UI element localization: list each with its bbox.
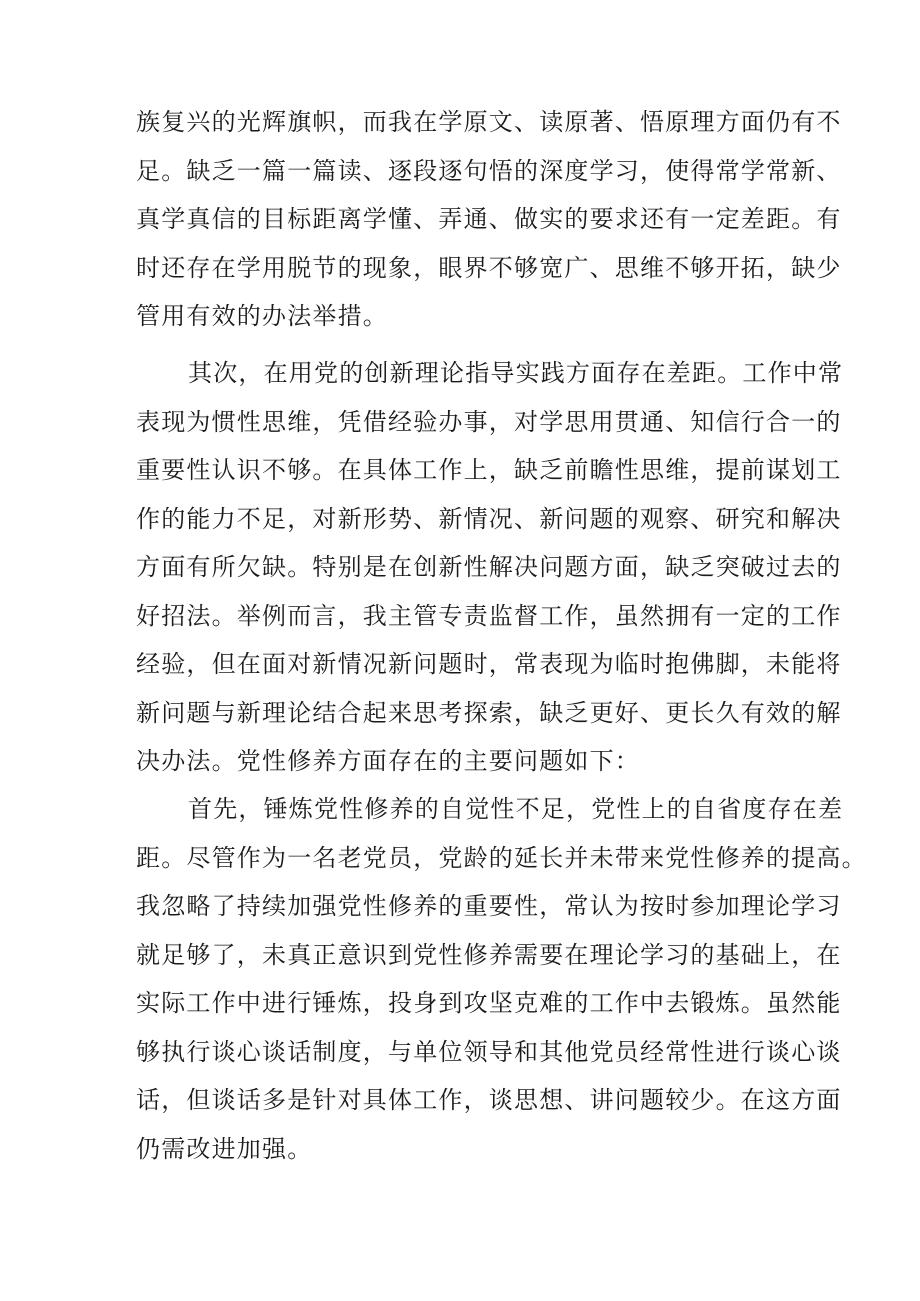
paragraph-study-shortcomings: [136, 98, 842, 341]
paragraph-practice-gap: [136, 349, 844, 786]
text-line: 新问题与新理论结合起来思考探索，缺乏更好、更长久有效的解: [136, 698, 842, 727]
text-line: 话，但谈话多是针对具体工作，谈思想、讲问题较少。在这方面: [136, 1086, 842, 1114]
text-line: 经验，但在面对新情况新问题时，常表现为临时抱佛脚，未能将: [136, 650, 842, 678]
text-line: 实际工作中进行锤炼，投身到攻坚克难的工作中去锻炼。虽然能: [136, 989, 842, 1017]
text-line: 真学真信的目标距离学懂、弄通、做实的要求还有一定差距。有: [136, 205, 842, 233]
text-line: 距。尽管作为一名老党员，党龄的延长并未带来党性修养的提高。: [136, 843, 867, 872]
text-line: 时还存在学用脱节的现象，眼界不够宽广、思维不够开拓，缺少: [136, 253, 842, 282]
text-line: 方面有所欠缺。特别是在创新性解决问题方面，缺乏突破过去的: [136, 553, 842, 581]
text-line: 够执行谈心谈话制度，与单位领导和其他党员经常性进行谈心谈: [136, 1037, 842, 1066]
text-line: 管用有效的办法举措。: [136, 302, 388, 330]
paragraph-party-cultivation: [136, 785, 867, 1173]
text-line: 其次，在用党的创新理论指导实践方面存在差距。工作中常: [188, 359, 844, 387]
text-line: 表现为惯性思维，凭借经验办事，对学思用贯通、知信行合一的: [136, 407, 842, 436]
text-line: 就足够了，未真正意识到党性修养需要在理论学习的基础上，在: [136, 940, 842, 969]
text-line: 决办法。党性修养方面存在的主要问题如下：: [136, 747, 640, 775]
text-line: 首先，锤炼党性修养的自觉性不足，党性上的自省度存在差: [188, 795, 844, 823]
text-line: 我忽略了持续加强党性修养的重要性，常认为按时参加理论学习: [136, 892, 842, 920]
text-line: 足。缺乏一篇一篇读、逐段逐句悟的深度学习，使得常学常新、: [136, 156, 842, 185]
text-line: 好招法。举例而言，我主管专责监督工作，虽然拥有一定的工作: [136, 601, 842, 630]
text-line: 仍需改进加强。: [136, 1134, 313, 1163]
text-line: 族复兴的光辉旗帜，而我在学原文、读原著、悟原理方面仍有不: [136, 108, 842, 136]
text-line: 作的能力不足，对新形势、新情况、新问题的观察、研究和解决: [136, 504, 842, 533]
text-line: 重要性认识不够。在具体工作上，缺乏前瞻性思维，提前谋划工: [136, 456, 842, 484]
